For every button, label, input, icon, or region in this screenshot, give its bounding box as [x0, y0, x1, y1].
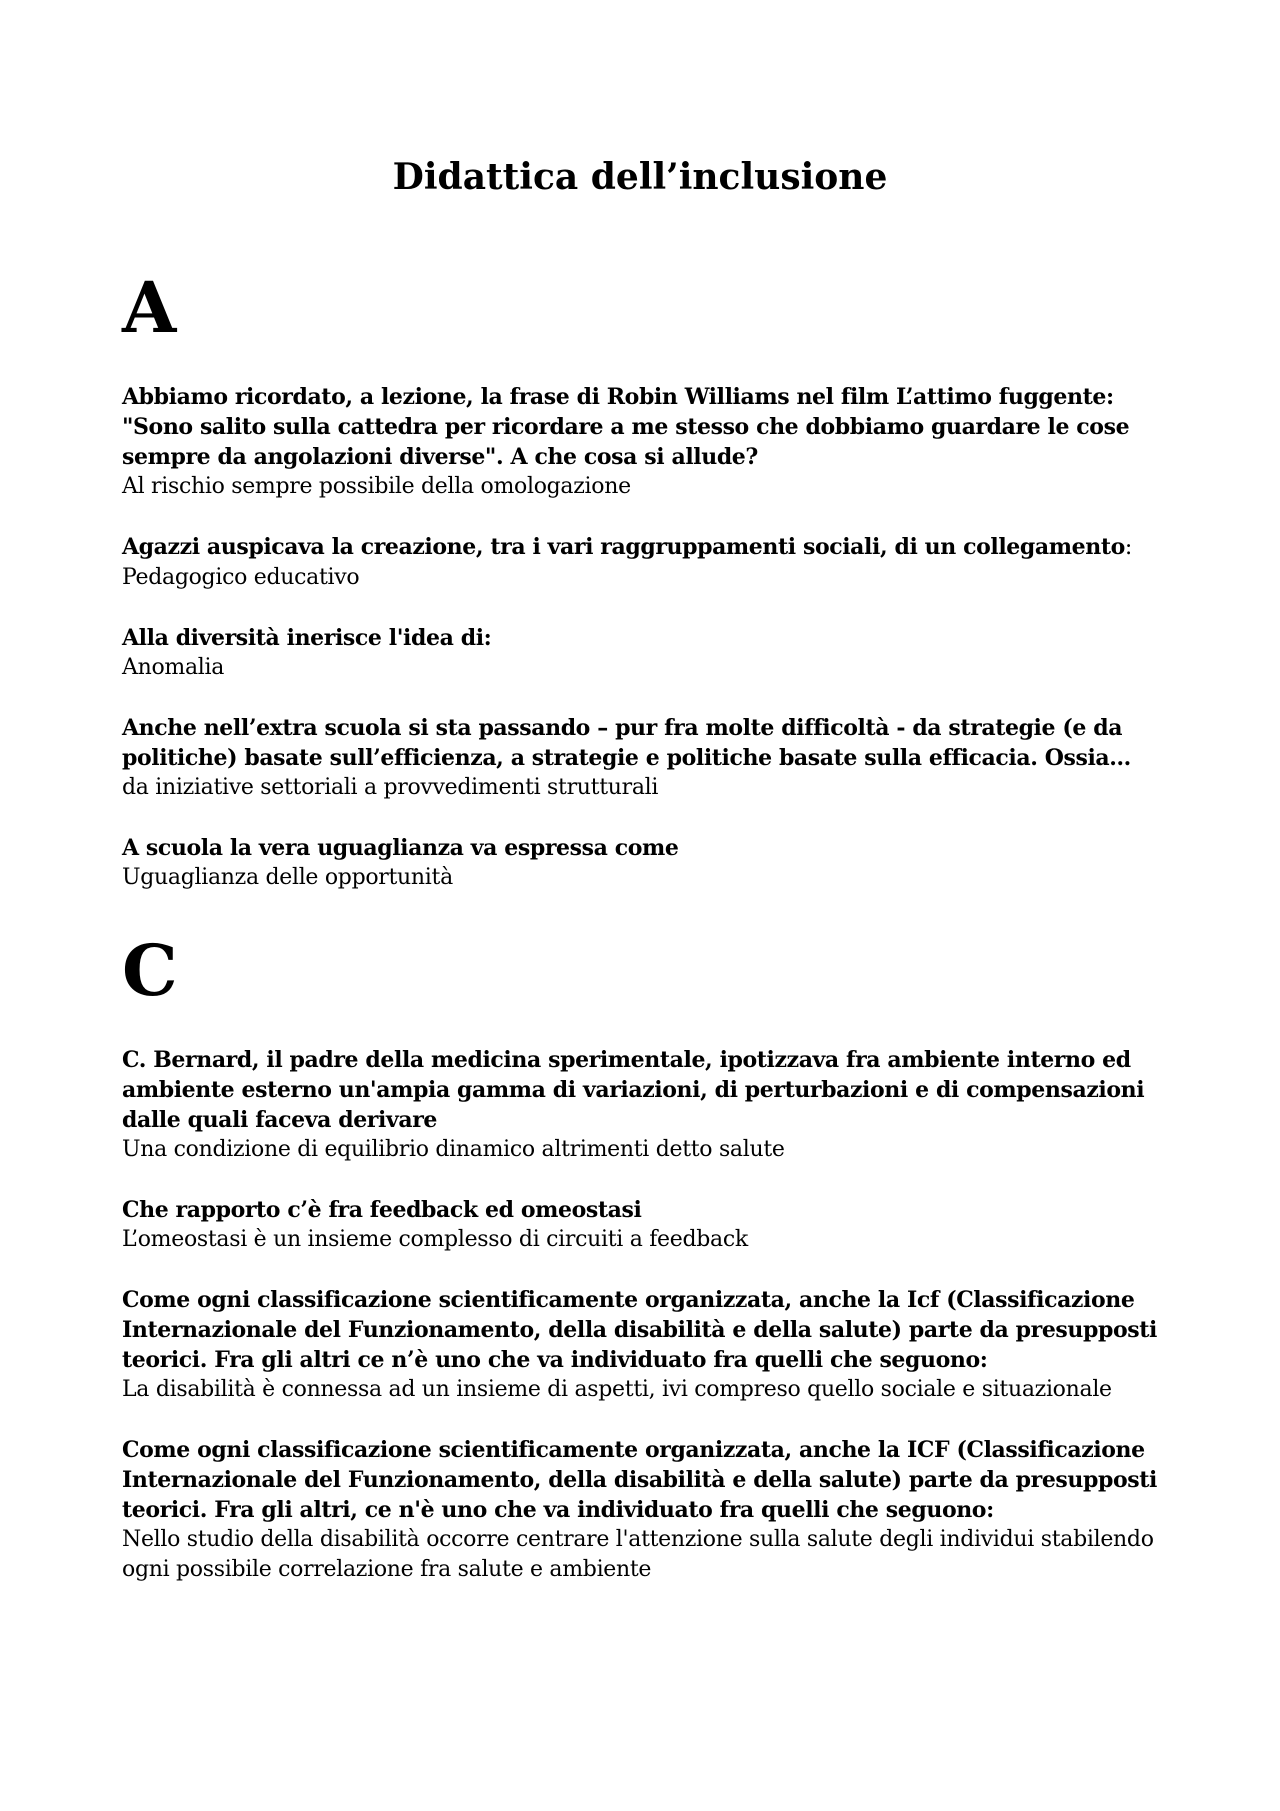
question-text: C. Bernard, il padre della medicina sperimentale, ipotizzava fra ambiente interno ed ambiente esterno un'ampia gamma di variazioni, di perturbazioni e di compensazioni dalle quali faceva derivare — [122, 1047, 1145, 1133]
qa-item — [122, 532, 1182, 593]
page-title: Didattica dell’inclusione — [392, 156, 888, 198]
answer-text: Uguaglianza delle opportunità — [122, 865, 453, 890]
qa-item — [122, 382, 1182, 502]
answer-text: Nello studio della disabilità occorre centrare l'attenzione sulla salute degli individui stabilendo ogni possibile correlazione fra salute e ambiente — [122, 1527, 1154, 1582]
qa-item — [122, 833, 1182, 893]
answer-text: Anomalia — [122, 655, 225, 680]
section-letter: C — [122, 929, 178, 1012]
question-text: Alla diversità inerisce l'idea di: — [122, 625, 492, 651]
document-content — [122, 264, 1182, 1615]
question-text: Anche nell’extra scuola si sta passando – pur fra molte difficoltà - da strategie (e da politiche) basate sull’efficienza, a strategie e politiche basate sulla efficacia. Ossia… — [122, 715, 1131, 771]
answer-text: Una condizione di equilibrio dinamico altrimenti detto salute — [122, 1137, 785, 1162]
qa-item — [122, 1285, 1182, 1405]
question-text: Come ogni classificazione scientificamente organizzata, anche la Icf (Classificazione Internazionale del Funzionamento, della disabilità e della salute) parte da presupposti teorici. Fra gli altri ce n’è uno che va individuato fra quelli che seguono: — [122, 1287, 1157, 1373]
section-a — [122, 264, 1182, 893]
answer-text: da iniziative settoriali a provvedimenti strutturali — [122, 775, 659, 800]
answer-text: La disabilità è connessa ad un insieme di aspetti, ivi compreso quello sociale e situazionale — [122, 1377, 1112, 1402]
question-tail: : — [1124, 535, 1132, 560]
qa-item — [122, 1195, 1182, 1255]
question-text: Che rapporto c’è fra feedback ed omeostasi — [122, 1197, 642, 1223]
answer-text: L’omeostasi è un insieme complesso di circuiti a feedback — [122, 1227, 748, 1252]
question-text — [122, 532, 1182, 563]
question-text: Abbiamo ricordato, a lezione, la frase di Robin Williams nel film L’attimo fuggente: "Sono salito sulla cattedra per ricordare a me stesso che dobbiamo guardare le cose sempre da angolazioni diverse". A che cosa si allude? — [122, 384, 1130, 470]
answer-text: Al rischio sempre possibile della omologazione — [122, 474, 631, 499]
qa-item — [122, 623, 1182, 683]
qa-item — [122, 713, 1182, 803]
question-text: A scuola la vera uguaglianza va espressa come — [122, 835, 679, 861]
question-main: Agazzi auspicava la creazione, tra i vari raggruppamenti sociali, di un collegamento — [122, 534, 1125, 560]
qa-item — [122, 1045, 1182, 1165]
qa-item — [122, 1435, 1182, 1585]
question-text: Come ogni classificazione scientificamente organizzata, anche la ICF (Classificazione Internazionale del Funzionamento, della disabilità e della salute) parte da presupposti teorici. Fra gli altri, ce n'è uno che va individuato fra quelli che seguono: — [122, 1437, 1157, 1523]
section-letter: A — [122, 266, 177, 349]
answer-text: Pedagogico educativo — [122, 565, 360, 590]
section-c — [122, 927, 1182, 1585]
